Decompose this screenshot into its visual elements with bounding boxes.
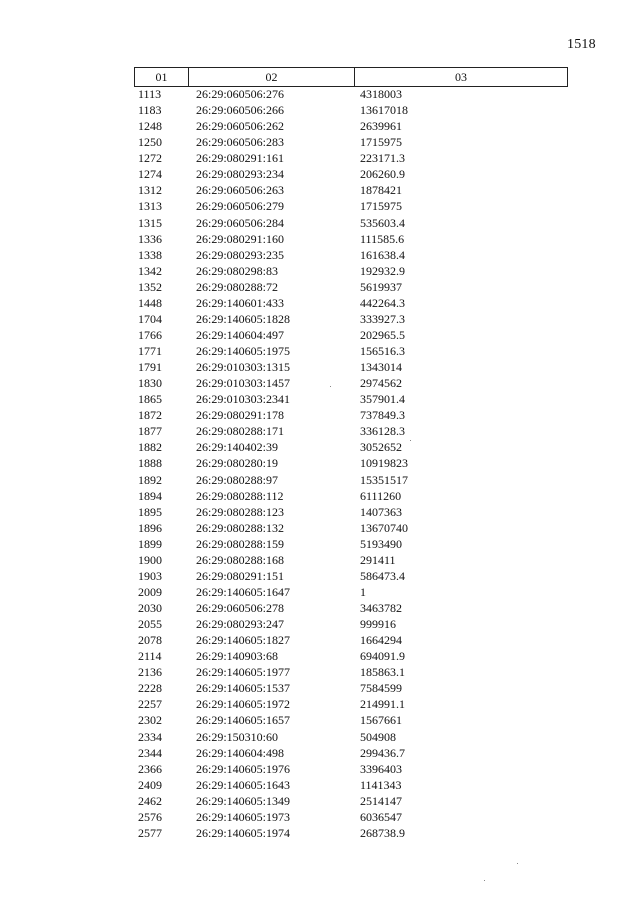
table-cell-01: 1877 [138,424,162,439]
table-cell-02: 26:29:140605:1972 [196,697,291,712]
table-cell-02: 26:29:140605:1827 [196,633,291,648]
table-cell-03: 1567661 [360,713,402,728]
table-cell-03: 161638.4 [360,247,405,262]
table-cell-02: 26:29:080280:19 [196,456,279,471]
table-row [0,761,640,777]
table-cell-02: 26:29:080288:171 [196,424,285,439]
table-row [0,327,640,343]
table-cell-02: 26:29:080288:132 [196,520,285,535]
table-cell-02: 26:29:140402:39 [196,440,279,455]
table-cell-03: 1878421 [360,183,402,198]
table-cell-01: 1315 [138,215,162,230]
table-cell-01: 2009 [138,584,162,599]
table-cell-01: 1899 [138,536,162,551]
table-cell-02: 26:29:140605:1657 [196,713,291,728]
table-row [0,295,640,311]
table-cell-02: 26:29:010303:2341 [196,392,291,407]
table-row [0,777,640,793]
table-row [0,439,640,455]
table-cell-02: 26:29:080298:83 [196,263,279,278]
table-cell-02: 26:29:060506:262 [196,119,285,134]
table-cell-02: 26:29:140604:497 [196,327,285,342]
table-cell-02: 26:29:140605:1349 [196,793,291,808]
table-cell-02: 26:29:060506:276 [196,87,285,101]
table-cell-02: 26:29:010303:1457 [196,376,291,391]
table-row [0,231,640,247]
table-cell-03: 268738.9 [360,825,405,840]
table-cell-02: 26:29:140903:68 [196,649,279,664]
table-cell-03: 2974562 [360,376,402,391]
table-cell-01: 1894 [138,488,162,503]
table-cell-03: 291411 [360,552,396,567]
table-cell-03: 5193490 [360,536,402,551]
table-cell-01: 2257 [138,697,162,712]
table-cell-02: 26:29:080288:72 [196,279,279,294]
table-cell-03: 3052652 [360,440,402,455]
table-row [0,455,640,471]
table-cell-03: 7584599 [360,681,402,696]
scan-speck [517,863,518,864]
table-cell-01: 2055 [138,617,162,632]
table-cell-01: 1704 [138,311,162,326]
table-cell-01: 1895 [138,504,162,519]
table-cell-03: 13617018 [360,103,408,118]
table-cell-03: 111585.6 [360,231,405,246]
table-cell-01: 1250 [138,135,162,150]
table-cell-03: 2639961 [360,119,402,134]
table-row [0,198,640,214]
column-header-03: 03 [455,69,467,84]
table-cell-03: 1715975 [360,199,402,214]
table-cell-02: 26:29:140605:1647 [196,584,291,599]
table-row [0,680,640,696]
table-cell-01: 2462 [138,793,162,808]
table-cell-03: 737849.3 [360,408,405,423]
table-cell-03: 206260.9 [360,167,405,182]
table-cell-02: 26:29:140605:1973 [196,809,291,824]
table-row [0,793,640,809]
table-row [0,279,640,295]
scan-speck [330,386,331,387]
table-row [0,407,640,423]
table-row [0,263,640,279]
table-cell-03: 535603.4 [360,215,405,230]
table-cell-01: 1865 [138,392,162,407]
table-row [0,375,640,391]
table-header [134,67,568,87]
table-cell-03: 586473.4 [360,568,405,583]
table-cell-02: 26:29:010303:1315 [196,360,291,375]
table-cell-01: 1766 [138,327,162,342]
table-row [0,632,640,648]
table-cell-02: 26:29:080291:160 [196,231,285,246]
table-row [0,86,640,102]
table-cell-02: 26:29:080291:178 [196,408,285,423]
table-cell-03: 2514147 [360,793,402,808]
table-cell-03: 3463782 [360,601,402,615]
table-cell-03: 5619937 [360,279,402,294]
table-cell-03: 442264.3 [360,295,405,310]
table-cell-01: 1830 [138,376,162,391]
table-row [0,118,640,134]
table-cell-01: 2228 [138,681,162,696]
table-cell-03: 214991.1 [360,697,405,712]
table-row [0,311,640,327]
table-cell-02: 26:29:060506:266 [196,103,285,118]
table-cell-01: 1272 [138,151,162,166]
table-row [0,359,640,375]
table-row [0,391,640,407]
table-row [0,809,640,825]
table-row [0,166,640,182]
table-cell-02: 26:29:060506:278 [196,601,285,615]
table-cell-02: 26:29:080291:161 [196,151,285,166]
table-cell-02: 26:29:140605:1537 [196,681,291,696]
table-row [0,134,640,150]
table-cell-02: 26:29:060506:283 [196,135,285,150]
table-cell-01: 2344 [138,745,162,760]
table-cell-02: 26:29:060506:284 [196,215,285,230]
table-cell-03: 299436.7 [360,745,405,760]
table-cell-02: 26:29:080288:112 [196,488,284,503]
table-cell-02: 26:29:080288:123 [196,504,285,519]
table-row [0,488,640,504]
table-row [0,150,640,166]
table-cell-01: 1872 [138,408,162,423]
table-row [0,520,640,536]
table-cell-02: 26:29:140605:1977 [196,665,291,680]
table-row [0,504,640,520]
table-row [0,215,640,231]
table-cell-02: 26:29:140605:1643 [196,777,291,792]
table-cell-01: 1248 [138,119,162,134]
table-cell-01: 2334 [138,729,162,744]
table-cell-02: 26:29:140601:433 [196,295,285,310]
table-cell-03: 6111260 [360,488,402,503]
table-cell-03: 694091.9 [360,649,405,664]
table-row [0,182,640,198]
table-cell-01: 1342 [138,263,162,278]
table-row [0,343,640,359]
table-cell-01: 1903 [138,568,162,583]
table-cell-03: 185863.1 [360,665,405,680]
table-body [0,86,640,841]
table-row [0,584,640,600]
table-cell-03: 202965.5 [360,327,405,342]
table-row [0,423,640,439]
table-cell-03: 1343014 [360,360,402,375]
table-cell-03: 336128.3 [360,424,405,439]
table-cell-01: 2030 [138,601,162,615]
table-row [0,616,640,632]
table-cell-02: 26:29:140605:1828 [196,311,291,326]
table-cell-01: 1888 [138,456,162,471]
table-cell-01: 1183 [138,103,162,118]
table-cell-01: 1791 [138,360,162,375]
table-row [0,825,640,841]
table-cell-03: 1715975 [360,135,402,150]
table-row [0,552,640,568]
table-row [0,568,640,584]
table-cell-03: 1141343 [360,777,402,792]
page-number: 1518 [567,37,596,52]
table-cell-01: 1336 [138,231,162,246]
table-cell-02: 26:29:140605:1976 [196,761,291,776]
table-cell-01: 1882 [138,440,162,455]
column-header-02: 02 [189,68,355,86]
table-cell-02: 26:29:060506:279 [196,199,285,214]
table-row [0,696,640,712]
table-cell-03: 10919823 [360,456,408,471]
table-cell-01: 2366 [138,761,162,776]
table-cell-03: 156516.3 [360,344,405,358]
table-cell-02: 26:29:140604:498 [196,745,285,760]
table-cell-03: 504908 [360,729,396,744]
table-row [0,745,640,761]
table-row [0,102,640,118]
table-row [0,729,640,745]
table-cell-01: 2576 [138,809,162,824]
table-cell-01: 1312 [138,183,162,198]
table-cell-01: 1274 [138,167,162,182]
table-cell-01: 2114 [138,649,162,664]
table-cell-02: 26:29:060506:263 [196,183,285,198]
table-cell-03: 4318003 [360,87,402,101]
scan-speck [410,440,411,441]
table-cell-01: 1113 [138,87,162,101]
table-cell-02: 26:29:080293:234 [196,167,285,182]
table-cell-01: 1896 [138,520,162,535]
table-cell-01: 1900 [138,552,162,567]
table-cell-03: 223171.3 [360,151,405,166]
table-cell-01: 1313 [138,199,162,214]
table-cell-03: 3396403 [360,761,402,776]
table-row [0,600,640,616]
table-cell-01: 2577 [138,825,162,840]
table-cell-02: 26:29:080288:159 [196,536,285,551]
table-row [0,472,640,488]
table-cell-03: 1 [360,584,366,599]
table-cell-03: 1407363 [360,504,402,519]
table-row [0,648,640,664]
table-cell-03: 333927.3 [360,311,405,326]
table-cell-03: 13670740 [360,520,408,535]
table-cell-01: 1892 [138,472,162,487]
table-cell-02: 26:29:140605:1975 [196,344,291,358]
table-row [0,536,640,552]
table-cell-02: 26:29:080293:247 [196,617,285,632]
column-header-01: 01 [135,68,189,86]
table-cell-03: 192932.9 [360,263,405,278]
table-row [0,664,640,680]
table-cell-02: 26:29:080293:235 [196,247,285,262]
table-cell-01: 1448 [138,295,162,310]
table-cell-02: 26:29:150310:60 [196,729,279,744]
table-cell-01: 2136 [138,665,162,680]
table-cell-01: 1338 [138,247,162,262]
scan-speck [484,880,485,881]
table-cell-02: 26:29:080288:97 [196,472,279,487]
table-row [0,247,640,263]
table-cell-02: 26:29:140605:1974 [196,825,291,840]
table-cell-03: 999916 [360,617,396,632]
table-cell-03: 357901.4 [360,392,405,407]
table-row [0,712,640,728]
table-cell-03: 15351517 [360,472,408,487]
table-cell-01: 2409 [138,777,162,792]
table-cell-01: 2078 [138,633,162,648]
table-cell-02: 26:29:080291:151 [196,568,285,583]
table-cell-02: 26:29:080288:168 [196,552,285,567]
table-cell-03: 1664294 [360,633,402,648]
table-cell-01: 1352 [138,279,162,294]
table-cell-01: 2302 [138,713,162,728]
table-cell-03: 6036547 [360,809,402,824]
table-cell-01: 1771 [138,344,162,358]
